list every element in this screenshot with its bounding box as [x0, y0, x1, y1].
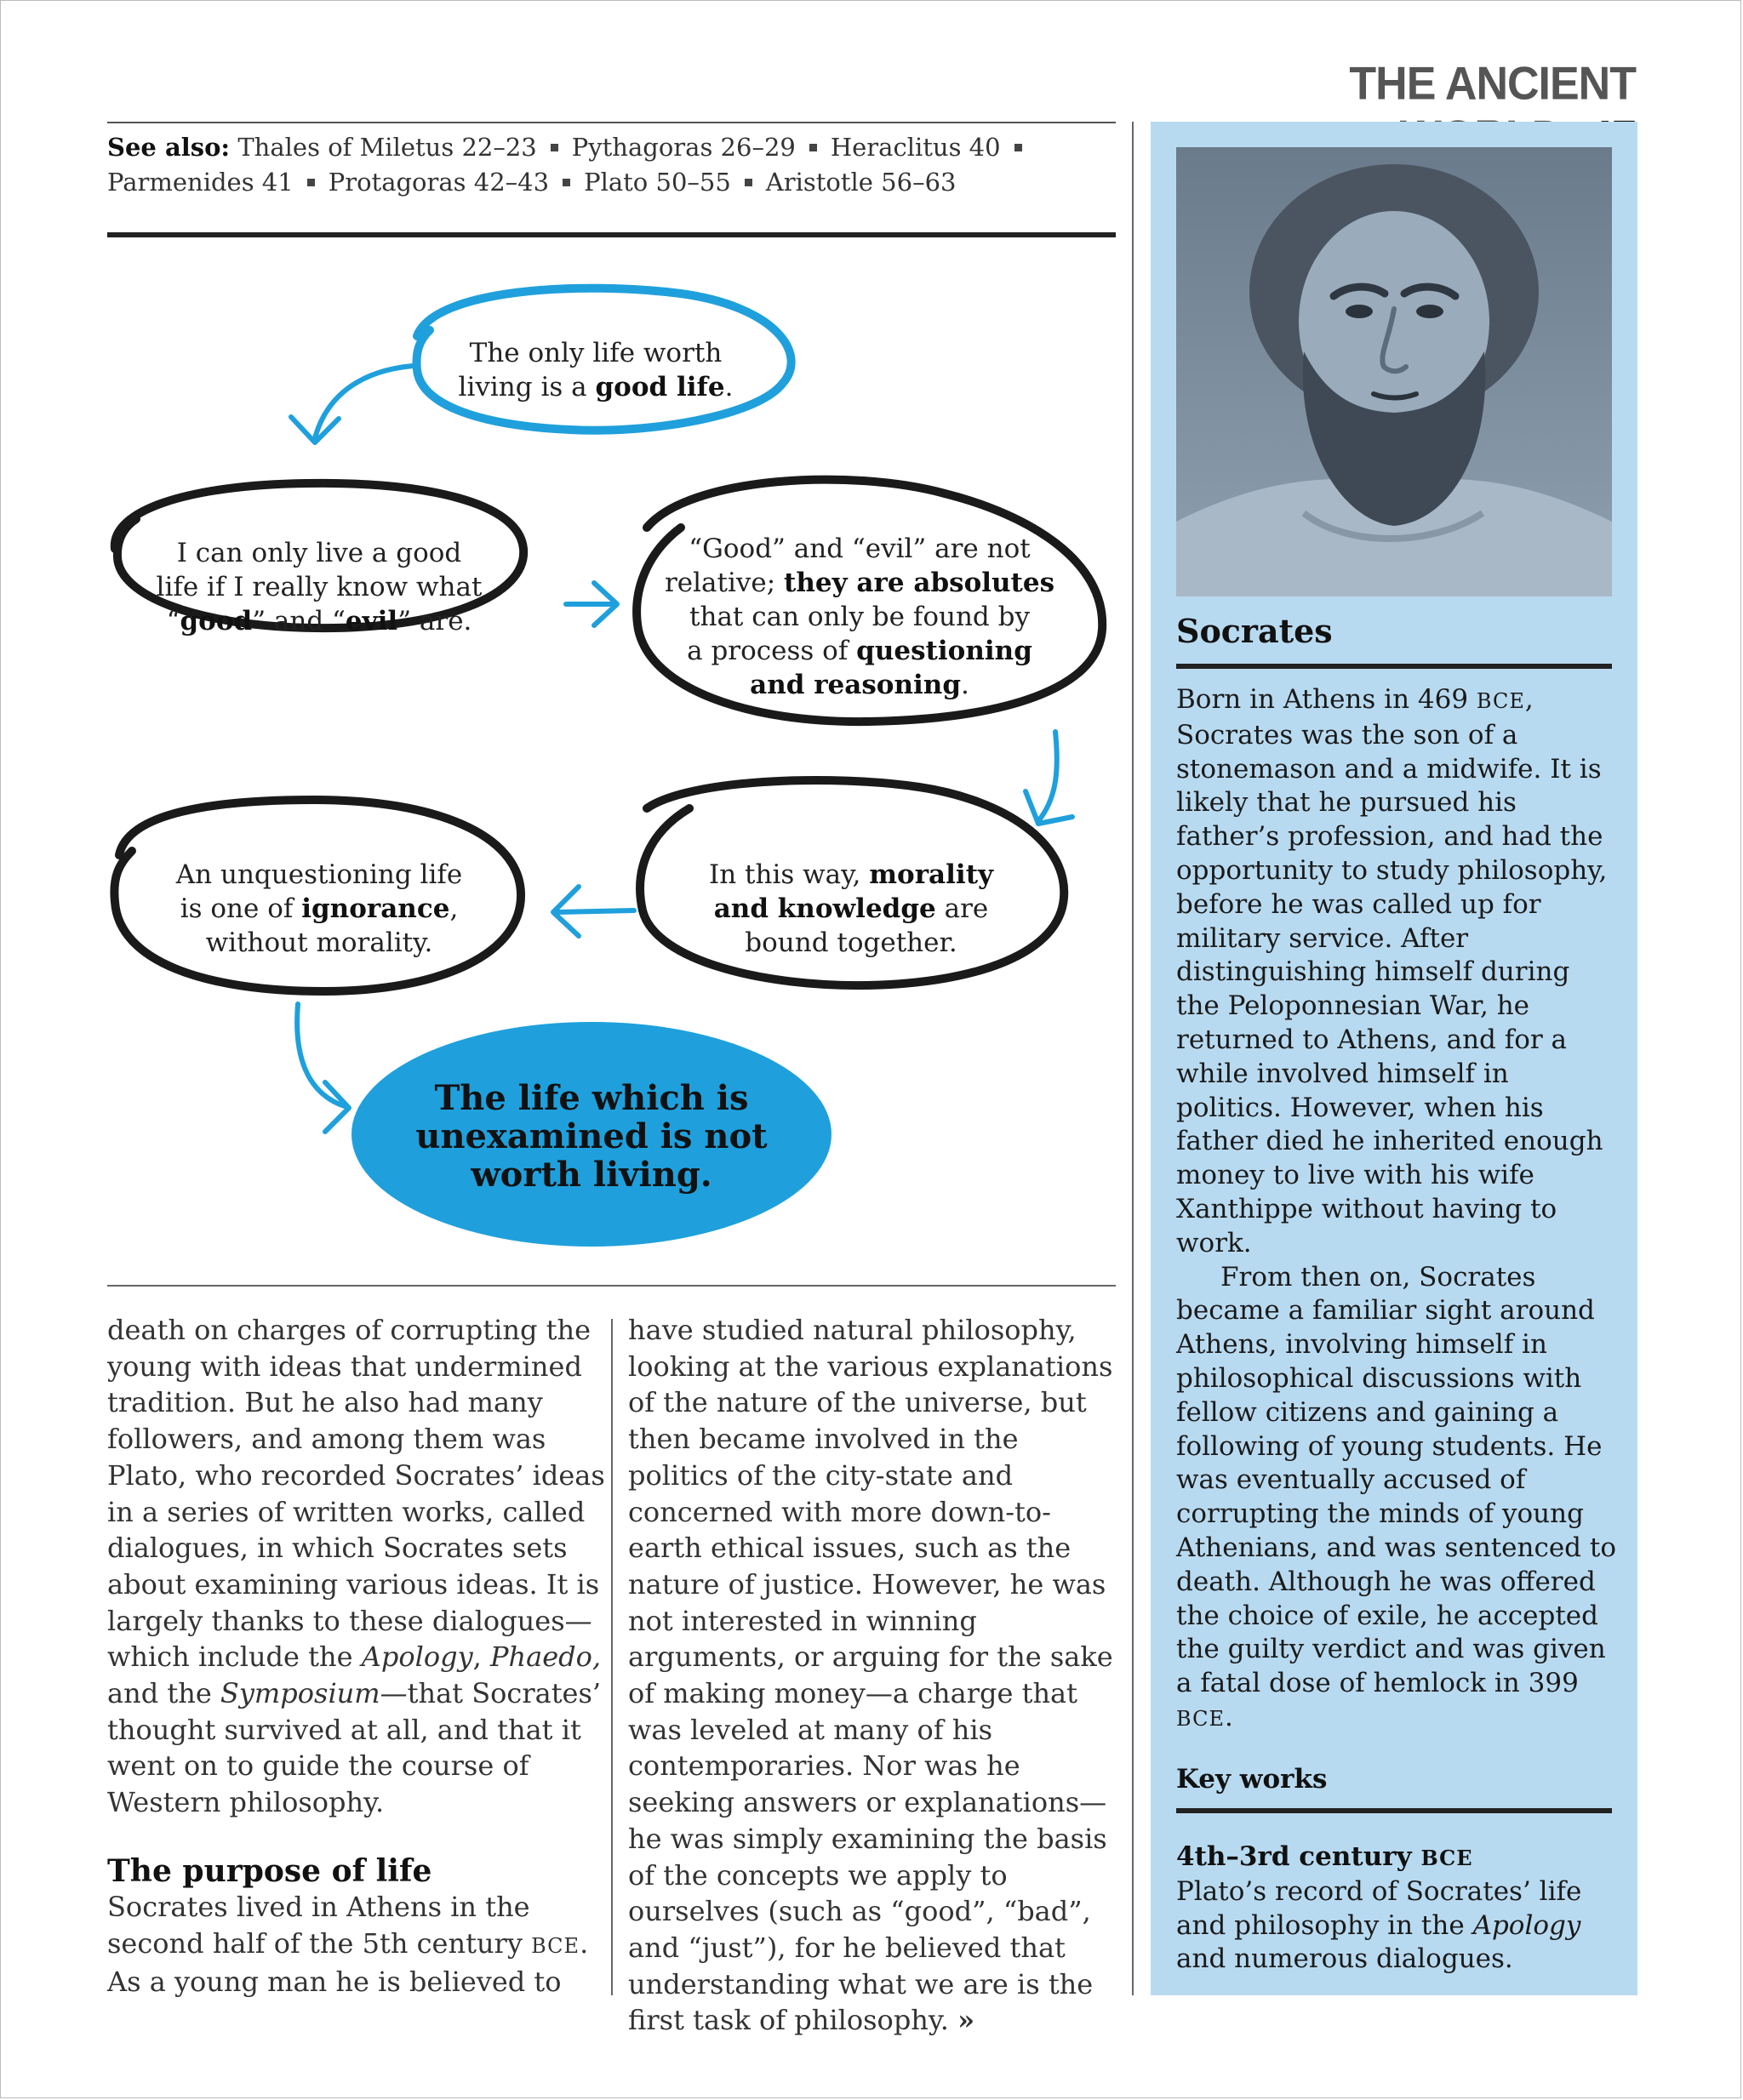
- node-line: .: [724, 372, 734, 402]
- see-also-item[interactable]: Plato 50–55: [584, 168, 731, 197]
- node-line: bound together.: [745, 927, 957, 958]
- body-text: and the: [107, 1677, 220, 1710]
- argument-diagram: [102, 255, 1123, 1272]
- continue-icon: »: [957, 2004, 975, 2037]
- node-good-life: [434, 336, 757, 404]
- body-column-1: [107, 1312, 609, 2000]
- node-line: are: [935, 893, 989, 924]
- era-abbrev: BCE: [1476, 689, 1525, 713]
- node-line: .: [961, 670, 969, 700]
- node-line: a process of: [687, 636, 857, 666]
- arrowhead-icon: [325, 1082, 349, 1132]
- conclusion-line: worth living.: [471, 1155, 712, 1195]
- body-column-2: [628, 1312, 1122, 2039]
- body-paragraph: [628, 1312, 1122, 2039]
- node-line: ” and “: [252, 606, 346, 636]
- work-title: Symposium: [220, 1677, 380, 1710]
- sidebar-rule: [1132, 122, 1134, 1995]
- work-title: Apology: [1472, 1909, 1581, 1941]
- see-also-item[interactable]: Parmenides 41: [107, 168, 294, 197]
- key-work-date: [1176, 1841, 1473, 1872]
- socrates-portrait: [1176, 147, 1612, 596]
- section-title: THE ANCIENT: [1349, 58, 1636, 110]
- square-bullet-icon: [745, 179, 752, 186]
- see-also-item[interactable]: Thales of Miletus 22–23: [237, 133, 537, 162]
- body-text: . As a young man he is believed to: [107, 1926, 589, 1999]
- node-line: living is a: [458, 372, 596, 402]
- node-emphasis: and reasoning: [750, 670, 962, 700]
- key-work-text: and numerous dialogues.: [1176, 1943, 1513, 1975]
- mid-rule: [107, 1285, 1116, 1287]
- node-absolutes: [647, 532, 1072, 702]
- node-know-good-evil: [140, 536, 498, 638]
- see-also-item[interactable]: Pythagoras 26–29: [571, 133, 796, 162]
- biography-sidebar: [1151, 122, 1637, 1995]
- thick-rule: [107, 232, 1116, 237]
- square-bullet-icon: [307, 179, 315, 186]
- node-emphasis: evil: [345, 606, 398, 636]
- node-emphasis: questioning: [856, 636, 1032, 666]
- body-text: have studied natural philosophy, looking at the various explanations of the nature of the universe, but then became involved in the politics of the city-state and concerned with more down-to-earth ethical issues, such as the nature of justice. However, he was not interested in winning arguments, or arguing for the sake of making money—a charge that was leveled at many of his contemporaries. Nor was he seeking answers or explanations—he was simply examining the basis of the concepts we apply to ourselves (such as “good”, “bad”, and “just”), for he believed that understanding what we are is the first task of philosophy.: [628, 1314, 1113, 2037]
- sidebar-title: Socrates: [1176, 612, 1333, 650]
- body-text: Socrates lived in Athens in the second half of the 5th century: [107, 1890, 532, 1960]
- sidebar-text: .: [1224, 1701, 1233, 1732]
- era-abbrev: BCE: [1420, 1846, 1473, 1870]
- body-text: ,: [472, 1641, 490, 1674]
- key-works-body: [1176, 1840, 1619, 1977]
- portrait-image: [1176, 147, 1612, 596]
- sidebar-paragraph: [1176, 1261, 1619, 1737]
- work-title: Apology: [361, 1641, 473, 1674]
- conclusion-line: unexamined is not: [415, 1116, 768, 1156]
- node-emphasis: good life: [595, 372, 725, 402]
- node-line: In this way,: [708, 859, 870, 890]
- node-line: relative;: [664, 568, 785, 598]
- era-abbrev: BCE: [531, 1933, 580, 1958]
- node-emphasis: they are absolutes: [784, 568, 1055, 598]
- node-line: ” are.: [397, 606, 472, 636]
- sidebar-body: [1176, 683, 1619, 1737]
- node-line: “Good” and “evil” are not: [689, 534, 1031, 564]
- body-text: —that Socrates’ thought survived at all, and that it went on to guide the course of Western philosophy.: [107, 1677, 602, 1819]
- node-line: An unquestioning life: [175, 859, 463, 890]
- conclusion-line: The life which is: [434, 1078, 749, 1118]
- node-line: that can only be found by: [689, 602, 1030, 632]
- body-paragraph: [107, 1889, 609, 2000]
- sidebar-text: From then on, Socrates became a familiar sight around Athens, involving himself in philosophical discussions with fellow citizens and gaining a following of young students. He was eventually accused of corrupting the minds of young Athenians, and was sentenced to death. Although he was offered the choice of exile, he accepted the guilty verdict and was given a fatal dose of hemlock in 399: [1176, 1261, 1616, 1699]
- sidebar-text: , Socrates was the son of a stonemason and a midwife. It is likely that he pursued his father’s profession, and had the opportunity to study philosophy, before he was called up for military service. After distinguishing himself during the Peloponnesian War, he returned to Athens, and for a while involved himself in politics. However, when his father died he inherited enough money to live with his wife Xanthippe without having to work.: [1176, 684, 1608, 1258]
- era-abbrev: BCE: [1176, 1706, 1225, 1731]
- node-line: I can only live a good: [176, 538, 462, 568]
- node-morality: [664, 858, 1038, 960]
- node-emphasis: morality: [869, 859, 994, 890]
- node-line: ,: [449, 893, 459, 924]
- see-also-label: See also:: [107, 133, 231, 162]
- arrow-to-morality: [1038, 732, 1057, 821]
- node-line: “: [166, 606, 180, 636]
- node-line: is one of: [180, 893, 302, 924]
- node-conclusion: [383, 1079, 800, 1194]
- body-text: death on charges of corrupting the young with ideas that undermined tradition. But he also had many followers, and among them was Plato, who recorded Socrates’ ideas in a series of written works, called dialogues, in which Socrates sets about examining various ideas. It is largely thanks to these dialogues—which include the: [107, 1314, 605, 1674]
- key-works-title: Key works: [1176, 1764, 1328, 1795]
- node-line: The only life worth: [469, 338, 723, 368]
- see-also-item[interactable]: Aristotle 56–63: [765, 168, 957, 197]
- work-title: Phaedo,: [489, 1641, 602, 1674]
- see-also-item[interactable]: Protagoras 42–43: [328, 168, 550, 197]
- key-work-text: Plato’s record of Socrates’ life and philosophy in the: [1176, 1875, 1582, 1941]
- top-rule: [107, 122, 1116, 123]
- see-also: [107, 130, 1086, 200]
- node-emphasis: and knowledge: [713, 893, 936, 924]
- square-bullet-icon: [809, 144, 817, 151]
- section-heading: The purpose of life: [107, 1852, 432, 1889]
- key-work-date-text: 4th–3rd century: [1176, 1841, 1421, 1872]
- node-line: without morality.: [205, 927, 433, 958]
- arrow-to-conclusion: [297, 1004, 345, 1106]
- sidebar-paragraph: [1176, 683, 1619, 1261]
- node-ignorance: [140, 858, 498, 960]
- see-also-item[interactable]: Heraclitus 40: [830, 133, 1001, 162]
- key-works-rule: [1176, 1808, 1612, 1813]
- node-line: life if I really know what: [156, 572, 483, 602]
- sidebar-text: Born in Athens in 469: [1176, 684, 1477, 715]
- square-bullet-icon: [563, 179, 570, 186]
- column-rule: [611, 1319, 613, 1995]
- node-emphasis: ignorance: [301, 893, 450, 924]
- body-paragraph: [107, 1312, 609, 1821]
- square-bullet-icon: [551, 144, 558, 151]
- node-emphasis: good: [180, 606, 253, 636]
- square-bullet-icon: [1014, 144, 1022, 151]
- sidebar-title-rule: [1176, 664, 1612, 669]
- arrow-to-ignorance: [557, 910, 634, 912]
